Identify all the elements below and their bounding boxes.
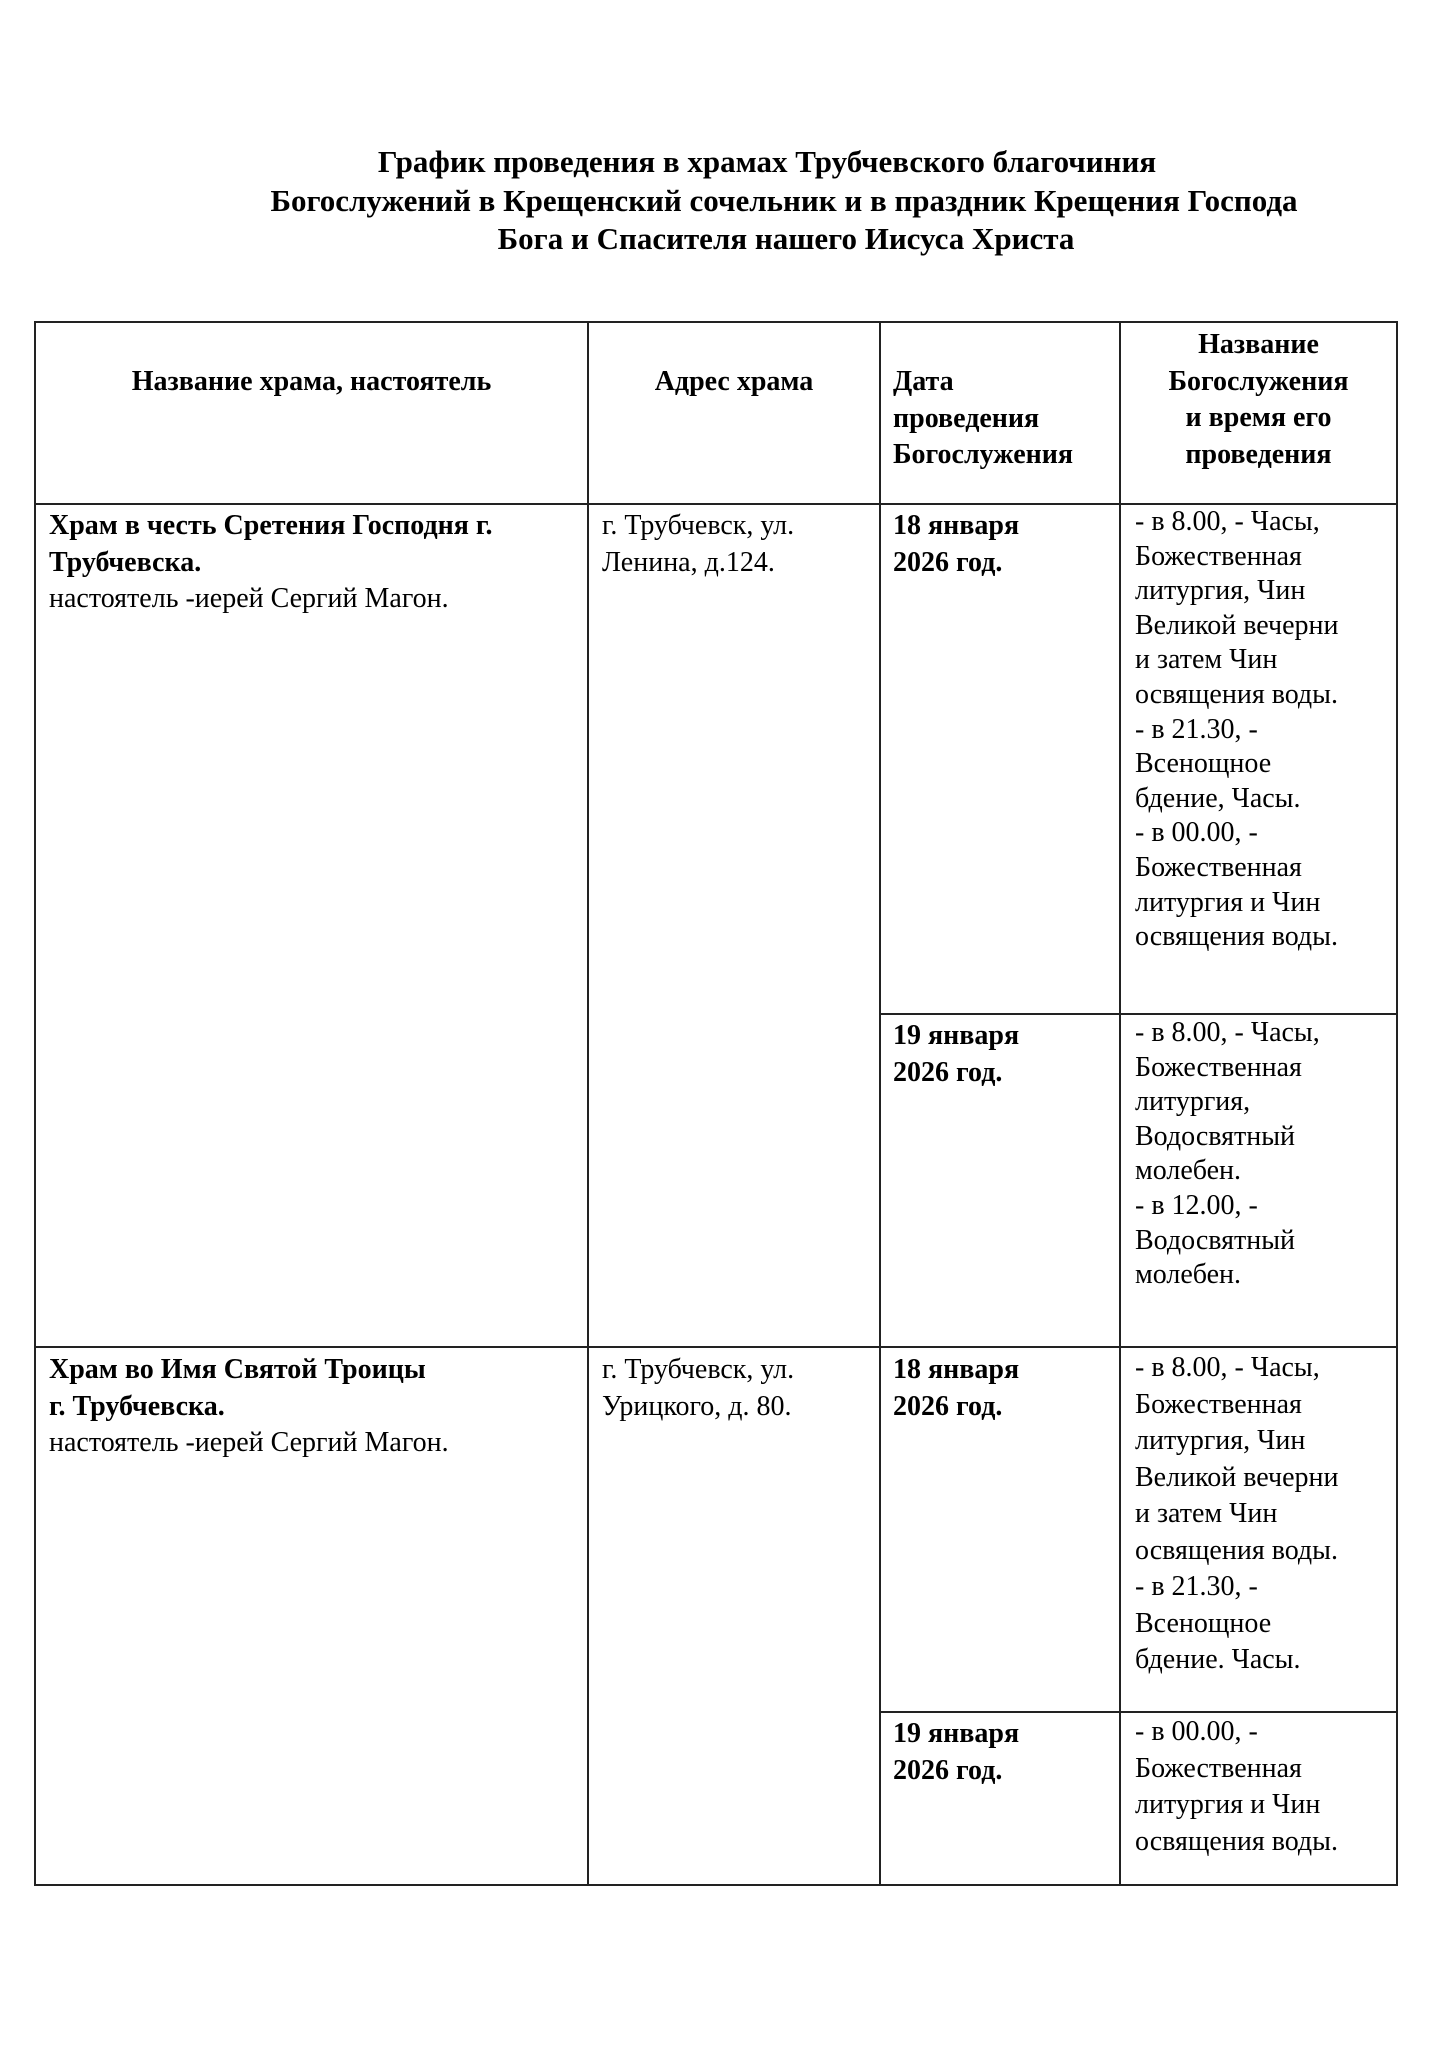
service-description-text: - в 00.00, - Божественная литургия и Чин освящения воды.	[1135, 1716, 1338, 1857]
church-address	[602, 1352, 878, 1425]
service-date	[893, 1352, 1119, 1425]
church-address-text: г. Трубчевск, ул. Урицкого, д. 80.	[602, 1354, 795, 1422]
header-church-name-label: Название храма, настоятель	[131, 366, 492, 397]
service-divider	[879, 1711, 1398, 1713]
service-date	[893, 1716, 1119, 1789]
document-title-line-2: Богослужений в Крещенский сочельник и в праздник Крещения Господа	[270, 183, 1298, 218]
church-divider	[34, 1346, 1398, 1348]
service-description-text: - в 8.00, - Часы, Божественная литургия, Водосвятный молебен. - в 12.00, - Водосвятный молебен.	[1135, 1017, 1320, 1291]
church-name: Храм в честь Сретения Господня г. Трубчевска.	[49, 510, 493, 578]
service-description	[1135, 1350, 1397, 1679]
service-description-text: - в 8.00, - Часы, Божественная литургия, Чин Великой вечерни и затем Чин освящения воды. - в 21.30, - Всенощное бдение, Часы. - в 00.00, - Божественная литургия и Чин освящения воды.	[1135, 506, 1339, 953]
header-church-name	[36, 364, 587, 401]
service-date-text: 18 января 2026 год.	[893, 510, 1020, 578]
service-date	[893, 508, 1119, 581]
church-cell	[49, 1352, 585, 1462]
church-address	[602, 508, 878, 581]
table-border-left	[34, 321, 36, 1886]
service-date-text: 19 января 2026 год.	[893, 1020, 1020, 1088]
church-rector: настоятель -иерей Сергий Магон.	[49, 1427, 449, 1458]
document-title-line-3: Бога и Спасителя нашего Иисуса Христа	[497, 221, 1075, 256]
table-border-bottom	[34, 1884, 1398, 1886]
header-service	[1121, 327, 1396, 473]
header-date-label: Дата проведения Богослужения	[893, 366, 1074, 470]
church-cell	[49, 508, 585, 618]
header-service-label: Название Богослужения и время его проведения	[1168, 329, 1349, 470]
service-date-text: 18 января 2026 год.	[893, 1354, 1020, 1422]
church-address-text: г. Трубчевск, ул. Ленина, д.124.	[602, 510, 795, 578]
header-address	[589, 364, 879, 401]
church-name: Храм во Имя Святой Троицы г. Трубчевска.	[49, 1354, 426, 1422]
service-date-text: 19 января 2026 год.	[893, 1718, 1020, 1786]
document-title-line-1: График проведения в храмах Трубчевского благочиния	[377, 144, 1157, 179]
service-date	[893, 1018, 1119, 1091]
service-description	[1135, 505, 1397, 955]
church-rector: настоятель -иерей Сергий Магон.	[49, 583, 449, 614]
service-description	[1135, 1714, 1397, 1860]
column-divider	[1119, 321, 1121, 1886]
column-divider	[879, 321, 881, 1886]
service-description	[1135, 1016, 1397, 1293]
table-border-top	[34, 321, 1398, 323]
service-description-text: - в 8.00, - Часы, Божественная литургия, Чин Великой вечерни и затем Чин освящения воды. - в 21.30, - Всенощное бдение. Часы.	[1135, 1352, 1339, 1675]
service-divider	[879, 1013, 1398, 1015]
column-divider	[587, 321, 589, 1886]
header-address-label: Адрес храма	[654, 366, 814, 397]
header-date	[893, 364, 1119, 474]
